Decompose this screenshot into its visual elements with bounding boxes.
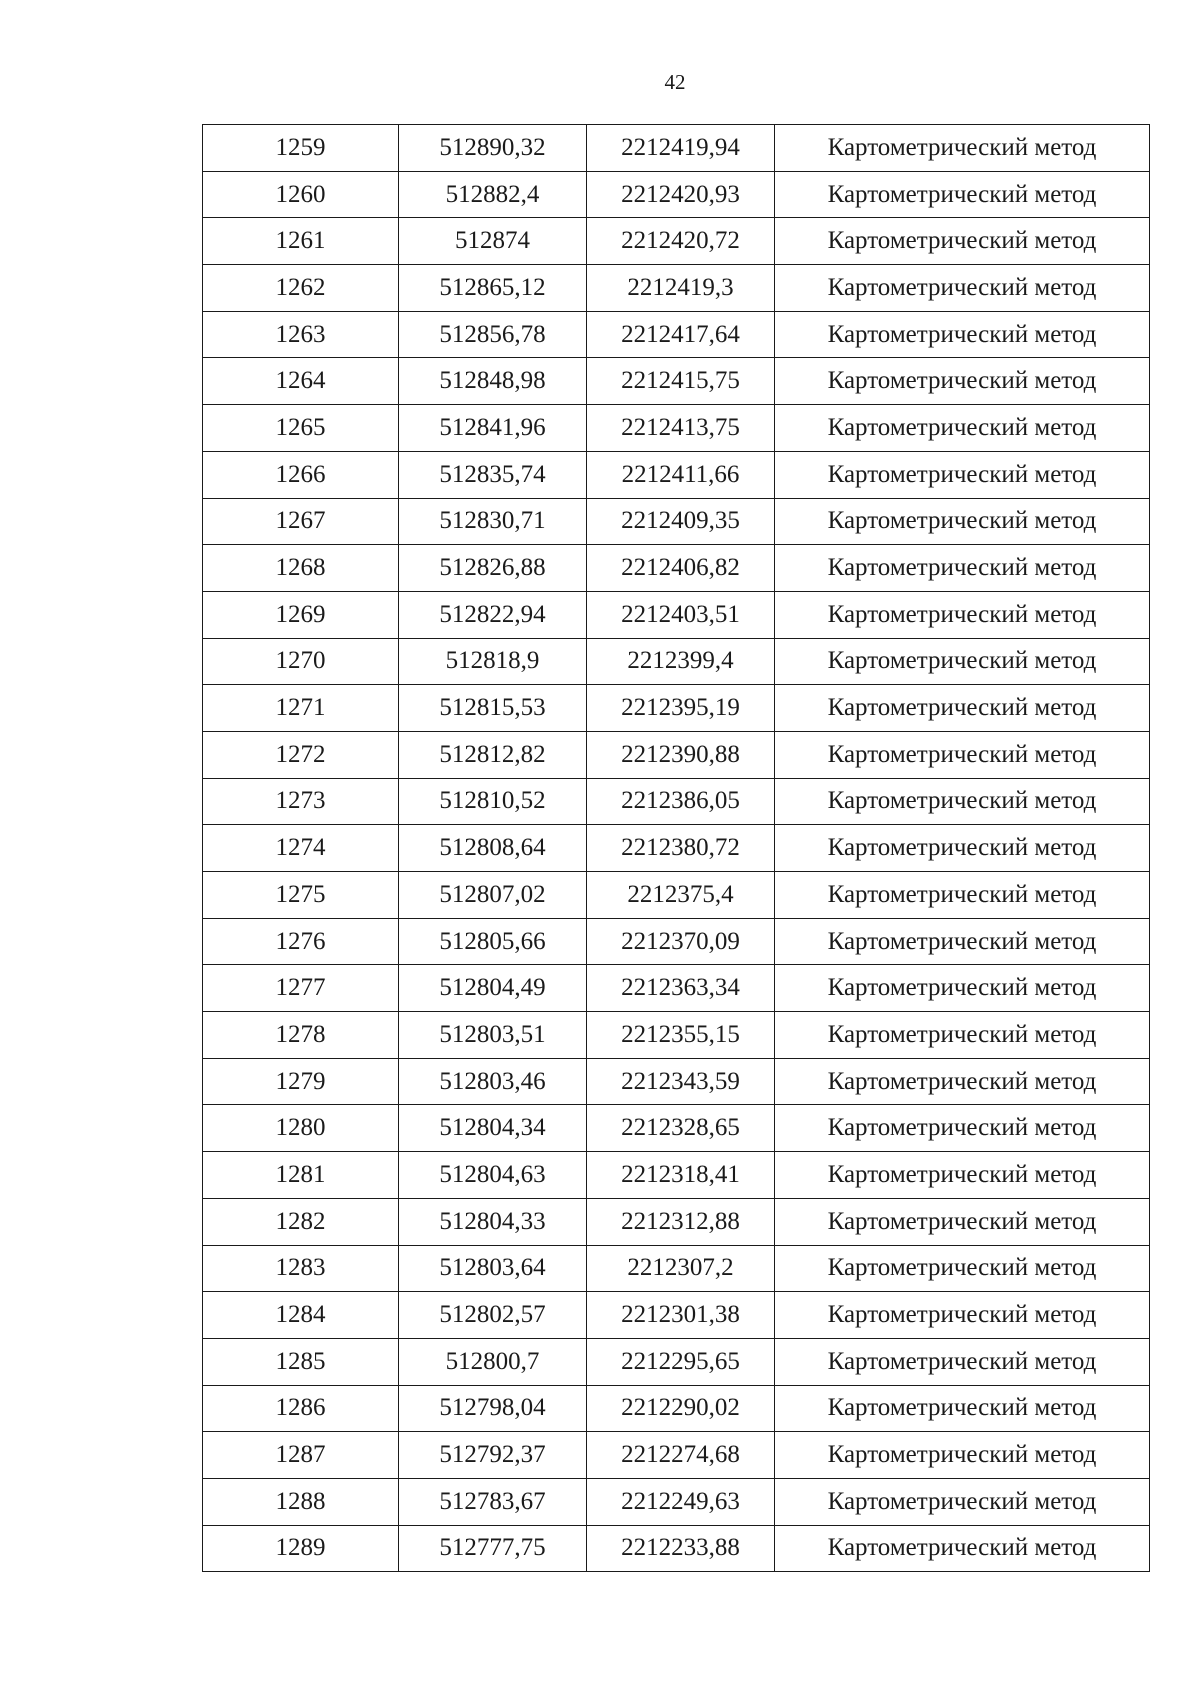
table-row — [203, 731, 1150, 778]
table-row — [203, 1245, 1150, 1292]
table-row — [203, 358, 1150, 405]
x-coordinate-cell: 512807,02 — [399, 872, 587, 919]
y-coordinate-cell: 2212249,63 — [587, 1478, 775, 1525]
x-coordinate-cell: 512874 — [399, 218, 587, 265]
point-number-cell: 1271 — [203, 685, 399, 732]
y-coordinate-cell: 2212343,59 — [587, 1058, 775, 1105]
y-coordinate-cell: 2212328,65 — [587, 1105, 775, 1152]
table-row — [203, 591, 1150, 638]
point-number-cell: 1277 — [203, 965, 399, 1012]
point-number-cell: 1287 — [203, 1432, 399, 1479]
method-cell: Картометрический метод — [775, 1245, 1150, 1292]
method-cell: Картометрический метод — [775, 1432, 1150, 1479]
point-number-cell: 1265 — [203, 405, 399, 452]
table-row — [203, 405, 1150, 452]
point-number-cell: 1286 — [203, 1385, 399, 1432]
method-cell: Картометрический метод — [775, 1105, 1150, 1152]
y-coordinate-cell: 2212295,65 — [587, 1338, 775, 1385]
point-number-cell: 1273 — [203, 778, 399, 825]
point-number-cell: 1284 — [203, 1292, 399, 1339]
point-number-cell: 1285 — [203, 1338, 399, 1385]
y-coordinate-cell: 2212417,64 — [587, 311, 775, 358]
table-row — [203, 1105, 1150, 1152]
y-coordinate-cell: 2212274,68 — [587, 1432, 775, 1479]
table-row — [203, 1432, 1150, 1479]
table-row — [203, 498, 1150, 545]
table-row — [203, 218, 1150, 265]
point-number-cell: 1283 — [203, 1245, 399, 1292]
method-cell: Картометрический метод — [775, 1058, 1150, 1105]
y-coordinate-cell: 2212355,15 — [587, 1012, 775, 1059]
page-number: 42 — [664, 70, 686, 94]
y-coordinate-cell: 2212312,88 — [587, 1198, 775, 1245]
table-row — [203, 311, 1150, 358]
x-coordinate-cell: 512800,7 — [399, 1338, 587, 1385]
table-row — [203, 965, 1150, 1012]
point-number-cell: 1263 — [203, 311, 399, 358]
point-number-cell: 1259 — [203, 125, 399, 172]
x-coordinate-cell: 512783,67 — [399, 1478, 587, 1525]
method-cell: Картометрический метод — [775, 778, 1150, 825]
method-cell: Картометрический метод — [775, 358, 1150, 405]
y-coordinate-cell: 2212290,02 — [587, 1385, 775, 1432]
x-coordinate-cell: 512792,37 — [399, 1432, 587, 1479]
x-coordinate-cell: 512803,46 — [399, 1058, 587, 1105]
method-cell: Картометрический метод — [775, 1292, 1150, 1339]
y-coordinate-cell: 2212399,4 — [587, 638, 775, 685]
table-row — [203, 125, 1150, 172]
method-cell: Картометрический метод — [775, 918, 1150, 965]
x-coordinate-cell: 512812,82 — [399, 731, 587, 778]
x-coordinate-cell: 512835,74 — [399, 451, 587, 498]
y-coordinate-cell: 2212406,82 — [587, 545, 775, 592]
x-coordinate-cell: 512882,4 — [399, 171, 587, 218]
x-coordinate-cell: 512830,71 — [399, 498, 587, 545]
method-cell: Картометрический метод — [775, 265, 1150, 312]
method-cell: Картометрический метод — [775, 965, 1150, 1012]
point-number-cell: 1262 — [203, 265, 399, 312]
y-coordinate-cell: 2212411,66 — [587, 451, 775, 498]
point-number-cell: 1275 — [203, 872, 399, 919]
x-coordinate-cell: 512818,9 — [399, 638, 587, 685]
y-coordinate-cell: 2212233,88 — [587, 1525, 775, 1572]
y-coordinate-cell: 2212395,19 — [587, 685, 775, 732]
point-number-cell: 1268 — [203, 545, 399, 592]
x-coordinate-cell: 512848,98 — [399, 358, 587, 405]
table-row — [203, 451, 1150, 498]
method-cell: Картометрический метод — [775, 311, 1150, 358]
point-number-cell: 1272 — [203, 731, 399, 778]
point-number-cell: 1279 — [203, 1058, 399, 1105]
method-cell: Картометрический метод — [775, 731, 1150, 778]
table-row — [203, 1338, 1150, 1385]
x-coordinate-cell: 512804,49 — [399, 965, 587, 1012]
table-row — [203, 545, 1150, 592]
point-number-cell: 1270 — [203, 638, 399, 685]
y-coordinate-cell: 2212403,51 — [587, 591, 775, 638]
point-number-cell: 1288 — [203, 1478, 399, 1525]
x-coordinate-cell: 512803,51 — [399, 1012, 587, 1059]
table-row — [203, 778, 1150, 825]
coordinates-table-body — [203, 125, 1150, 1572]
y-coordinate-cell: 2212318,41 — [587, 1152, 775, 1199]
table-row — [203, 1198, 1150, 1245]
x-coordinate-cell: 512804,33 — [399, 1198, 587, 1245]
table-row — [203, 1058, 1150, 1105]
table-row — [203, 872, 1150, 919]
table-row — [203, 1525, 1150, 1572]
point-number-cell: 1289 — [203, 1525, 399, 1572]
point-number-cell: 1267 — [203, 498, 399, 545]
x-coordinate-cell: 512890,32 — [399, 125, 587, 172]
y-coordinate-cell: 2212420,93 — [587, 171, 775, 218]
y-coordinate-cell: 2212415,75 — [587, 358, 775, 405]
y-coordinate-cell: 2212386,05 — [587, 778, 775, 825]
y-coordinate-cell: 2212420,72 — [587, 218, 775, 265]
point-number-cell: 1280 — [203, 1105, 399, 1152]
y-coordinate-cell: 2212363,34 — [587, 965, 775, 1012]
table-row — [203, 918, 1150, 965]
x-coordinate-cell: 512808,64 — [399, 825, 587, 872]
point-number-cell: 1264 — [203, 358, 399, 405]
method-cell: Картометрический метод — [775, 825, 1150, 872]
x-coordinate-cell: 512777,75 — [399, 1525, 587, 1572]
method-cell: Картометрический метод — [775, 498, 1150, 545]
y-coordinate-cell: 2212307,2 — [587, 1245, 775, 1292]
y-coordinate-cell: 2212419,94 — [587, 125, 775, 172]
method-cell: Картометрический метод — [775, 638, 1150, 685]
x-coordinate-cell: 512865,12 — [399, 265, 587, 312]
point-number-cell: 1261 — [203, 218, 399, 265]
method-cell: Картометрический метод — [775, 591, 1150, 638]
method-cell: Картометрический метод — [775, 545, 1150, 592]
coordinates-table — [202, 124, 1150, 1572]
point-number-cell: 1278 — [203, 1012, 399, 1059]
method-cell: Картометрический метод — [775, 405, 1150, 452]
x-coordinate-cell: 512810,52 — [399, 778, 587, 825]
method-cell: Картометрический метод — [775, 872, 1150, 919]
x-coordinate-cell: 512803,64 — [399, 1245, 587, 1292]
table-row — [203, 1012, 1150, 1059]
point-number-cell: 1282 — [203, 1198, 399, 1245]
point-number-cell: 1281 — [203, 1152, 399, 1199]
method-cell: Картометрический метод — [775, 685, 1150, 732]
x-coordinate-cell: 512856,78 — [399, 311, 587, 358]
table-row — [203, 685, 1150, 732]
table-row — [203, 1385, 1150, 1432]
point-number-cell: 1269 — [203, 591, 399, 638]
x-coordinate-cell: 512805,66 — [399, 918, 587, 965]
method-cell: Картометрический метод — [775, 1478, 1150, 1525]
method-cell: Картометрический метод — [775, 1525, 1150, 1572]
method-cell: Картометрический метод — [775, 1012, 1150, 1059]
x-coordinate-cell: 512841,96 — [399, 405, 587, 452]
table-row — [203, 825, 1150, 872]
method-cell: Картометрический метод — [775, 171, 1150, 218]
point-number-cell: 1260 — [203, 171, 399, 218]
method-cell: Картометрический метод — [775, 1338, 1150, 1385]
y-coordinate-cell: 2212413,75 — [587, 405, 775, 452]
point-number-cell: 1266 — [203, 451, 399, 498]
x-coordinate-cell: 512804,63 — [399, 1152, 587, 1199]
x-coordinate-cell: 512826,88 — [399, 545, 587, 592]
x-coordinate-cell: 512804,34 — [399, 1105, 587, 1152]
y-coordinate-cell: 2212301,38 — [587, 1292, 775, 1339]
method-cell: Картометрический метод — [775, 1152, 1150, 1199]
point-number-cell: 1276 — [203, 918, 399, 965]
method-cell: Картометрический метод — [775, 1198, 1150, 1245]
y-coordinate-cell: 2212390,88 — [587, 731, 775, 778]
x-coordinate-cell: 512798,04 — [399, 1385, 587, 1432]
y-coordinate-cell: 2212380,72 — [587, 825, 775, 872]
method-cell: Картометрический метод — [775, 218, 1150, 265]
method-cell: Картометрический метод — [775, 451, 1150, 498]
x-coordinate-cell: 512822,94 — [399, 591, 587, 638]
y-coordinate-cell: 2212409,35 — [587, 498, 775, 545]
point-number-cell: 1274 — [203, 825, 399, 872]
table-row — [203, 265, 1150, 312]
method-cell: Картометрический метод — [775, 1385, 1150, 1432]
y-coordinate-cell: 2212370,09 — [587, 918, 775, 965]
table-row — [203, 1478, 1150, 1525]
x-coordinate-cell: 512815,53 — [399, 685, 587, 732]
table-row — [203, 1292, 1150, 1339]
x-coordinate-cell: 512802,57 — [399, 1292, 587, 1339]
table-row — [203, 638, 1150, 685]
method-cell: Картометрический метод — [775, 125, 1150, 172]
y-coordinate-cell: 2212419,3 — [587, 265, 775, 312]
table-row — [203, 1152, 1150, 1199]
table-row — [203, 171, 1150, 218]
y-coordinate-cell: 2212375,4 — [587, 872, 775, 919]
